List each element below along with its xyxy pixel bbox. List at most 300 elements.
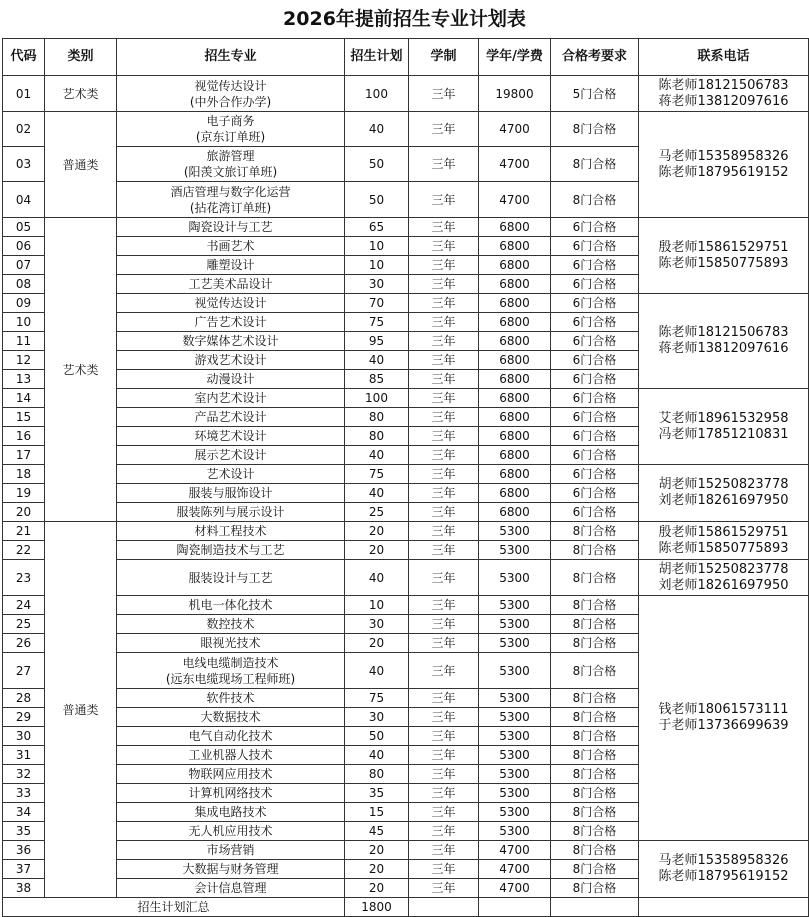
major-cell [117,370,345,389]
plan-cell: 70 [345,294,409,313]
code-cell: 30 [3,727,45,746]
code-cell: 28 [3,689,45,708]
contact-line: 陈老师15850775893 [658,255,789,271]
years-cell: 三年 [409,560,479,596]
contact-line: 陈老师15850775893 [658,540,789,556]
years-cell: 三年 [409,841,479,860]
contact-cell [639,389,809,465]
code-cell: 05 [3,218,45,237]
requirement-cell: 8门合格 [551,784,639,803]
code-cell: 35 [3,822,45,841]
years-cell: 三年 [409,313,479,332]
plan-cell: 95 [345,332,409,351]
code-cell: 01 [3,76,45,112]
major-cell [117,332,345,351]
major-line: 酒店管理与数字化运营 [170,184,291,199]
years-cell: 三年 [409,427,479,446]
requirement-cell: 8门合格 [551,841,639,860]
summary-row [3,898,809,917]
fee-cell: 5300 [479,746,551,765]
plan-cell: 40 [345,112,409,147]
major-cell [117,503,345,522]
table-row [3,841,809,860]
plan-cell: 100 [345,389,409,408]
years-cell: 三年 [409,484,479,503]
plan-cell: 20 [345,541,409,560]
contact-line: 陈老师18795619152 [658,164,789,180]
major-line: 电气自动化技术 [188,729,273,743]
fee-cell: 5300 [479,560,551,596]
requirement-cell: 8门合格 [551,653,639,689]
summary-empty-cell [479,898,551,917]
code-cell: 22 [3,541,45,560]
fee-cell: 6800 [479,294,551,313]
plan-cell: 75 [345,465,409,484]
contact-cell [639,522,809,560]
requirement-cell: 8门合格 [551,689,639,708]
fee-cell: 6800 [479,484,551,503]
fee-cell: 5300 [479,615,551,634]
code-cell: 26 [3,634,45,653]
years-cell: 三年 [409,389,479,408]
major-line: (远东电缆现场工程师班) [165,671,296,686]
requirement-cell: 8门合格 [551,182,639,218]
table-row [3,218,809,237]
major-cell [117,408,345,427]
contact-cell [639,841,809,898]
requirement-cell: 5门合格 [551,76,639,112]
major-line: 工艺美术品设计 [188,277,273,291]
years-cell: 三年 [409,76,479,112]
major-line: 视觉传达设计 [194,296,267,310]
contact-line: 陈老师18121506783 [658,77,789,93]
fee-cell: 4700 [479,182,551,218]
major-cell [117,841,345,860]
header-plan: 招生计划 [345,39,409,76]
years-cell: 三年 [409,112,479,147]
major-line: 计算机网络技术 [188,786,273,800]
fee-cell: 6800 [479,408,551,427]
code-cell: 11 [3,332,45,351]
major-cell [117,465,345,484]
header-major: 招生专业 [117,39,345,76]
code-cell: 33 [3,784,45,803]
fee-cell: 6800 [479,313,551,332]
major-cell [117,708,345,727]
requirement-cell: 8门合格 [551,708,639,727]
major-line: 集成电路技术 [194,805,267,819]
contact-line: 艾老师18961532958 [658,410,789,426]
major-line: 服装设计与工艺 [188,570,273,585]
major-cell [117,522,345,541]
requirement-cell: 8门合格 [551,596,639,615]
major-cell [117,653,345,689]
code-cell: 38 [3,879,45,898]
plan-cell: 10 [345,256,409,275]
requirement-cell: 6门合格 [551,237,639,256]
plan-cell: 40 [345,446,409,465]
major-line: 展示艺术设计 [194,448,267,462]
major-cell [117,446,345,465]
major-cell [117,689,345,708]
plan-cell: 50 [345,182,409,218]
major-line: 陶瓷制造技术与工艺 [176,543,285,557]
header-contact: 联系电话 [639,39,809,76]
contact-line: 陈老师18795619152 [658,869,789,884]
years-cell: 三年 [409,708,479,727]
enrollment-table [2,38,809,917]
major-line: 物联网应用技术 [188,767,273,781]
fee-cell: 4700 [479,112,551,147]
fee-cell: 5300 [479,822,551,841]
major-line: 无人机应用技术 [188,824,273,838]
requirement-cell: 6门合格 [551,465,639,484]
plan-cell: 20 [345,841,409,860]
fee-cell: 6800 [479,275,551,294]
summary-label: 招生计划汇总 [3,898,345,917]
major-line: 室内艺术设计 [194,391,267,405]
major-cell [117,313,345,332]
major-line: (拈花湾订单班) [189,200,272,215]
contact-line: 马老师15358958326 [658,853,789,868]
requirement-cell: 6门合格 [551,294,639,313]
code-cell: 21 [3,522,45,541]
major-cell [117,634,345,653]
years-cell: 三年 [409,765,479,784]
plan-cell: 10 [345,237,409,256]
major-line: 产品艺术设计 [194,410,267,424]
major-cell [117,803,345,822]
plan-cell: 40 [345,653,409,689]
years-cell: 三年 [409,147,479,182]
requirement-cell: 6门合格 [551,313,639,332]
major-line: 市场营销 [206,843,255,857]
contact-cell [639,76,809,112]
major-line: (京东订单班) [195,130,266,144]
code-cell: 37 [3,860,45,879]
years-cell: 三年 [409,727,479,746]
years-cell: 三年 [409,256,479,275]
plan-cell: 40 [345,484,409,503]
summary-empty-cell [639,898,809,917]
requirement-cell: 8门合格 [551,615,639,634]
fee-cell: 4700 [479,147,551,182]
contact-line: 殷老师15861529751 [658,524,789,540]
category-cell: 艺术类 [45,218,117,522]
plan-cell: 40 [345,351,409,370]
table-row [3,465,809,484]
fee-cell: 5300 [479,653,551,689]
plan-cell: 30 [345,615,409,634]
table-row [3,596,809,615]
plan-cell: 30 [345,708,409,727]
years-cell: 三年 [409,446,479,465]
requirement-cell: 6门合格 [551,218,639,237]
code-cell: 34 [3,803,45,822]
major-line: (阳羡文旅订单班) [183,165,278,179]
major-cell [117,237,345,256]
code-cell: 31 [3,746,45,765]
years-cell: 三年 [409,803,479,822]
major-line: 广告艺术设计 [194,315,267,329]
fee-cell: 6800 [479,446,551,465]
summary-empty-cell [409,898,479,917]
category-cell: 普通类 [45,112,117,218]
fee-cell: 6800 [479,351,551,370]
major-cell [117,765,345,784]
requirement-cell: 8门合格 [551,860,639,879]
major-line: 服装陈列与展示设计 [176,505,285,519]
requirement-cell: 8门合格 [551,634,639,653]
major-cell [117,294,345,313]
major-cell [117,615,345,634]
major-cell [117,784,345,803]
plan-cell: 20 [345,522,409,541]
years-cell: 三年 [409,784,479,803]
table-row [3,389,809,408]
table-row [3,112,809,147]
requirement-cell: 8门合格 [551,765,639,784]
requirement-cell: 8门合格 [551,112,639,147]
fee-cell: 4700 [479,860,551,879]
major-line: 书画艺术 [206,239,255,253]
category-cell: 艺术类 [45,76,117,112]
fee-cell: 6800 [479,332,551,351]
code-cell: 23 [3,560,45,596]
plan-cell: 50 [345,727,409,746]
plan-cell: 85 [345,370,409,389]
years-cell: 三年 [409,275,479,294]
code-cell: 14 [3,389,45,408]
plan-cell: 80 [345,765,409,784]
code-cell: 24 [3,596,45,615]
fee-cell: 6800 [479,427,551,446]
contact-line: 胡老师15250823778 [658,477,789,492]
major-line: 会计信息管理 [194,881,267,895]
requirement-cell: 6门合格 [551,389,639,408]
fee-cell: 5300 [479,596,551,615]
years-cell: 三年 [409,218,479,237]
header-row [3,39,809,76]
fee-cell: 6800 [479,370,551,389]
major-line: 游戏艺术设计 [194,353,267,367]
code-cell: 02 [3,112,45,147]
contact-cell [639,294,809,389]
plan-cell: 20 [345,860,409,879]
major-cell [117,218,345,237]
major-line: 视觉传达设计 [194,78,267,93]
fee-cell: 19800 [479,76,551,112]
major-cell [117,879,345,898]
requirement-cell: 8门合格 [551,879,639,898]
major-cell [117,560,345,596]
code-cell: 27 [3,653,45,689]
plan-cell: 35 [345,784,409,803]
code-cell: 19 [3,484,45,503]
major-line: 旅游管理 [206,149,255,163]
fee-cell: 5300 [479,708,551,727]
code-cell: 12 [3,351,45,370]
plan-cell: 80 [345,427,409,446]
plan-cell: 100 [345,76,409,112]
contact-line: 蒋老师13812097616 [658,341,789,356]
code-cell: 08 [3,275,45,294]
code-cell: 04 [3,182,45,218]
years-cell: 三年 [409,408,479,427]
years-cell: 三年 [409,182,479,218]
requirement-cell: 8门合格 [551,541,639,560]
requirement-cell: 6门合格 [551,484,639,503]
major-cell [117,76,345,112]
plan-cell: 40 [345,560,409,596]
years-cell: 三年 [409,351,479,370]
major-line: 工业机器人技术 [188,748,273,762]
contact-line: 蒋老师13812097616 [658,93,789,109]
fee-cell: 6800 [479,237,551,256]
years-cell: 三年 [409,596,479,615]
major-cell [117,275,345,294]
fee-cell: 4700 [479,841,551,860]
plan-cell: 30 [345,275,409,294]
table-row [3,522,809,541]
plan-cell: 65 [345,218,409,237]
plan-cell: 20 [345,879,409,898]
header-code: 代码 [3,39,45,76]
plan-cell: 80 [345,408,409,427]
requirement-cell: 6门合格 [551,370,639,389]
code-cell: 06 [3,237,45,256]
major-line: 陶瓷设计与工艺 [188,220,273,234]
fee-cell: 5300 [479,522,551,541]
plan-cell: 10 [345,596,409,615]
header-fee: 学年/学费 [479,39,551,76]
fee-cell: 6800 [479,218,551,237]
requirement-cell: 6门合格 [551,446,639,465]
major-cell [117,427,345,446]
years-cell: 三年 [409,689,479,708]
major-line: 艺术设计 [206,467,255,481]
years-cell: 三年 [409,370,479,389]
contact-line: 于老师13736699639 [658,718,789,733]
years-cell: 三年 [409,860,479,879]
years-cell: 三年 [409,332,479,351]
contact-cell [639,596,809,841]
major-line: (中外合作办学) [189,94,272,109]
table-row [3,560,809,596]
years-cell: 三年 [409,465,479,484]
requirement-cell: 6门合格 [551,351,639,370]
code-cell: 07 [3,256,45,275]
major-cell [117,746,345,765]
major-line: 服装与服饰设计 [188,486,273,500]
plan-cell: 75 [345,313,409,332]
table-row [3,294,809,313]
requirement-cell: 6门合格 [551,275,639,294]
contact-line: 刘老师18261697950 [658,577,789,593]
major-line: 机电一体化技术 [188,598,273,612]
years-cell: 三年 [409,634,479,653]
requirement-cell: 8门合格 [551,522,639,541]
header-category: 类别 [45,39,117,76]
contact-line: 陈老师18121506783 [658,325,789,340]
code-cell: 09 [3,294,45,313]
plan-cell: 25 [345,503,409,522]
plan-cell: 45 [345,822,409,841]
contact-line: 马老师15358958326 [658,148,789,164]
contact-line: 殷老师15861529751 [658,239,789,255]
fee-cell: 5300 [479,727,551,746]
code-cell: 13 [3,370,45,389]
major-line: 软件技术 [206,691,255,705]
header-years: 学制 [409,39,479,76]
major-line: 电子商务 [206,114,255,128]
major-cell [117,182,345,218]
code-cell: 03 [3,147,45,182]
summary-empty-cell [551,898,639,917]
fee-cell: 5300 [479,541,551,560]
fee-cell: 6800 [479,389,551,408]
page-title: 2026年提前招生专业计划表 [283,8,526,30]
requirement-cell: 8门合格 [551,803,639,822]
fee-cell: 5300 [479,634,551,653]
contact-cell [639,218,809,294]
fee-cell: 5300 [479,765,551,784]
major-line: 数控技术 [206,617,255,631]
years-cell: 三年 [409,541,479,560]
major-line: 电线电缆制造技术 [182,655,279,670]
fee-cell: 4700 [479,879,551,898]
years-cell: 三年 [409,879,479,898]
years-cell: 三年 [409,822,479,841]
fee-cell: 5300 [479,689,551,708]
major-cell [117,147,345,182]
requirement-cell: 6门合格 [551,408,639,427]
major-cell [117,822,345,841]
code-cell: 25 [3,615,45,634]
fee-cell: 6800 [479,256,551,275]
requirement-cell: 8门合格 [551,822,639,841]
years-cell: 三年 [409,503,479,522]
contact-cell [639,560,809,596]
category-cell: 普通类 [45,522,117,898]
plan-cell: 20 [345,634,409,653]
requirement-cell: 6门合格 [551,332,639,351]
code-cell: 29 [3,708,45,727]
major-line: 眼视光技术 [200,636,261,650]
major-cell [117,351,345,370]
fee-cell: 6800 [479,465,551,484]
contact-cell [639,465,809,522]
plan-cell: 40 [345,746,409,765]
code-cell: 20 [3,503,45,522]
major-cell [117,112,345,147]
major-cell [117,389,345,408]
code-cell: 18 [3,465,45,484]
requirement-cell: 6门合格 [551,427,639,446]
major-line: 环境艺术设计 [194,429,267,443]
plan-cell: 75 [345,689,409,708]
years-cell: 三年 [409,653,479,689]
major-cell [117,596,345,615]
years-cell: 三年 [409,746,479,765]
requirement-cell: 8门合格 [551,147,639,182]
contact-cell [639,112,809,218]
major-cell [117,541,345,560]
major-line: 动漫设计 [206,372,255,386]
fee-cell: 5300 [479,784,551,803]
major-cell [117,256,345,275]
code-cell: 10 [3,313,45,332]
